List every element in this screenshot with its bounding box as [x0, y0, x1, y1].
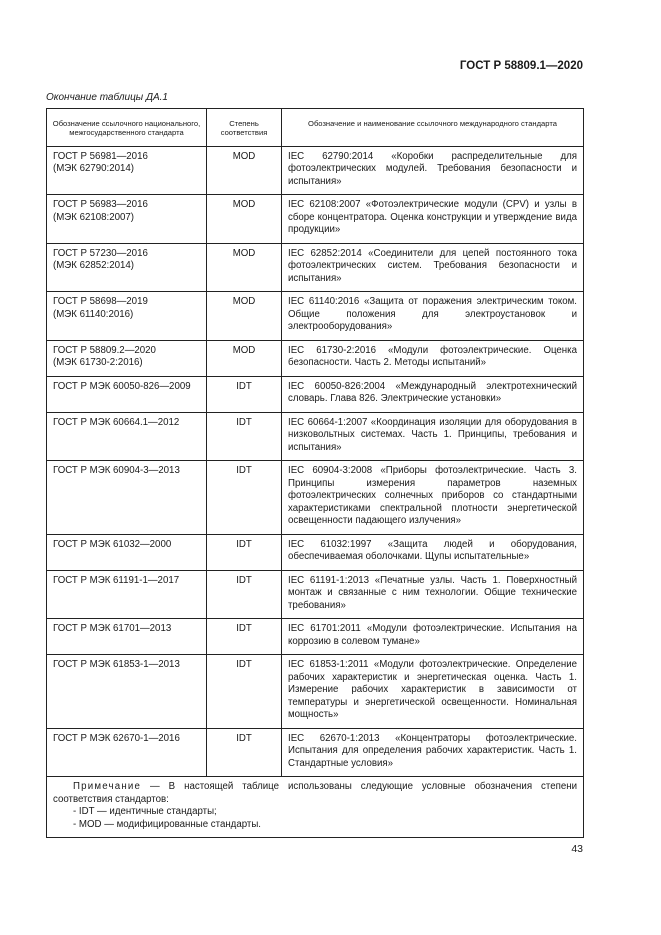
- note-item-idt: - IDT — идентичные стандарты;: [73, 806, 217, 818]
- cell-international: IEC 60904-3:2008 «Приборы фотоэлектрические. Часть 3. Принципы измерения параметров наземных фотоэлектрических солнечных приборов со стандартными характеристиками спектральной плотности энергетической освещенности падающего излучения»: [282, 461, 584, 535]
- cell-international: IEC 61853-1:2011 «Модули фотоэлектрические. Определение рабочих характеристик и энергетическая оценка. Часть 1. Измерение рабочих характеристик в зависимости от температуры и энергетической освещенности. Номинальная мощность»: [282, 655, 584, 729]
- page-number: 43: [571, 843, 583, 855]
- column-header-national: Обозначение ссылочного национального, межгосударственного стандарта: [47, 109, 207, 147]
- cell-degree: IDT: [207, 655, 282, 729]
- table-row: [47, 534, 584, 570]
- cell-national: ГОСТ Р 58698—2019 (МЭК 61140:2016): [47, 292, 207, 341]
- cell-national: ГОСТ Р 56981—2016 (МЭК 62790:2014): [47, 146, 207, 195]
- cell-degree: IDT: [207, 570, 282, 619]
- table-row: [47, 376, 584, 412]
- reference-table: [46, 108, 584, 838]
- cell-national: ГОСТ Р МЭК 61191-1—2017: [47, 570, 207, 619]
- cell-international: IEC 60664-1:2007 «Координация изоляции для оборудования в низковольтных системах. Часть 1. Принципы, требования и испытания»: [282, 412, 584, 461]
- note-label: Примечание: [73, 781, 142, 793]
- column-header-international: Обозначение и наименование ссылочного международного стандарта: [282, 109, 584, 147]
- table-row: [47, 728, 584, 777]
- cell-degree: IDT: [207, 534, 282, 570]
- cell-national: ГОСТ Р МЭК 61701—2013: [47, 619, 207, 655]
- cell-international: IEC 61032:1997 «Защита людей и оборудования, обеспечиваемая оболочками. Щупы испытательные»: [282, 534, 584, 570]
- cell-international: IEC 62670-1:2013 «Концентраторы фотоэлектрические. Испытания для определения рабочих характеристик. Часть 1. Стандартные условия»: [282, 728, 584, 777]
- note-cell: [47, 777, 584, 838]
- note-paragraph: [53, 781, 577, 806]
- table-row: [47, 570, 584, 619]
- table-body: [47, 146, 584, 777]
- table-row: [47, 195, 584, 244]
- cell-international: IEC 62790:2014 «Коробки распределительные для фотоэлектрических модулей. Требования безопасности и испытания»: [282, 146, 584, 195]
- column-header-degree: Степень соответствия: [207, 109, 282, 147]
- cell-national: ГОСТ Р МЭК 60664.1—2012: [47, 412, 207, 461]
- table-header-row: [47, 109, 584, 147]
- cell-degree: MOD: [207, 340, 282, 376]
- cell-national: ГОСТ Р 56983—2016 (МЭК 62108:2007): [47, 195, 207, 244]
- table-row: [47, 340, 584, 376]
- table-row: [47, 619, 584, 655]
- cell-national: ГОСТ Р МЭК 61032—2000: [47, 534, 207, 570]
- cell-international: IEC 62852:2014 «Соединители для цепей постоянного тока фотоэлектрических систем. Требования безопасности и испытания»: [282, 243, 584, 292]
- cell-national: ГОСТ Р 57230—2016 (МЭК 62852:2014): [47, 243, 207, 292]
- note-row: [47, 777, 584, 838]
- cell-national: ГОСТ Р МЭК 60050-826—2009: [47, 376, 207, 412]
- cell-degree: IDT: [207, 619, 282, 655]
- cell-international: IEC 61701:2011 «Модули фотоэлектрические. Испытания на коррозию в солевом тумане»: [282, 619, 584, 655]
- table-row: [47, 146, 584, 195]
- cell-degree: IDT: [207, 728, 282, 777]
- cell-international: IEC 60050-826:2004 «Международный электротехнический словарь. Глава 826. Электрические установки»: [282, 376, 584, 412]
- cell-international: IEC 62108:2007 «Фотоэлектрические модули (CPV) и узлы в сборе концентратора. Оценка конструкции и утверждение вида продукции»: [282, 195, 584, 244]
- cell-international: IEC 61730-2:2016 «Модули фотоэлектрические. Оценка безопасности. Часть 2. Методы испытаний»: [282, 340, 584, 376]
- cell-national: ГОСТ Р МЭК 61853-1—2013: [47, 655, 207, 729]
- table-row: [47, 461, 584, 535]
- cell-degree: MOD: [207, 195, 282, 244]
- note-text: — В настоящей таблице использованы следующие условные обозначения степени соответствия стандартов:: [53, 781, 577, 805]
- cell-degree: IDT: [207, 376, 282, 412]
- cell-national: ГОСТ Р 58809.2—2020 (МЭК 61730-2:2016): [47, 340, 207, 376]
- table-row: [47, 243, 584, 292]
- table-row: [47, 655, 584, 729]
- note-item-mod: - MOD — модифицированные стандарты.: [73, 818, 261, 830]
- cell-degree: IDT: [207, 412, 282, 461]
- cell-degree: MOD: [207, 146, 282, 195]
- cell-national: ГОСТ Р МЭК 62670-1—2016: [47, 728, 207, 777]
- cell-degree: MOD: [207, 292, 282, 341]
- cell-national: ГОСТ Р МЭК 60904-3—2013: [47, 461, 207, 535]
- table-row: [47, 412, 584, 461]
- table-row: [47, 292, 584, 341]
- cell-international: IEC 61140:2016 «Защита от поражения электрическим током. Общие положения для электроустановок и электрооборудования»: [282, 292, 584, 341]
- cell-degree: MOD: [207, 243, 282, 292]
- cell-degree: IDT: [207, 461, 282, 535]
- cell-international: IEC 61191-1:2013 «Печатные узлы. Часть 1. Поверхностный монтаж и связанные с ним технологии. Общие технические требования»: [282, 570, 584, 619]
- table-caption: Окончание таблицы ДА.1: [46, 92, 168, 103]
- document-id: ГОСТ Р 58809.1—2020: [459, 60, 583, 72]
